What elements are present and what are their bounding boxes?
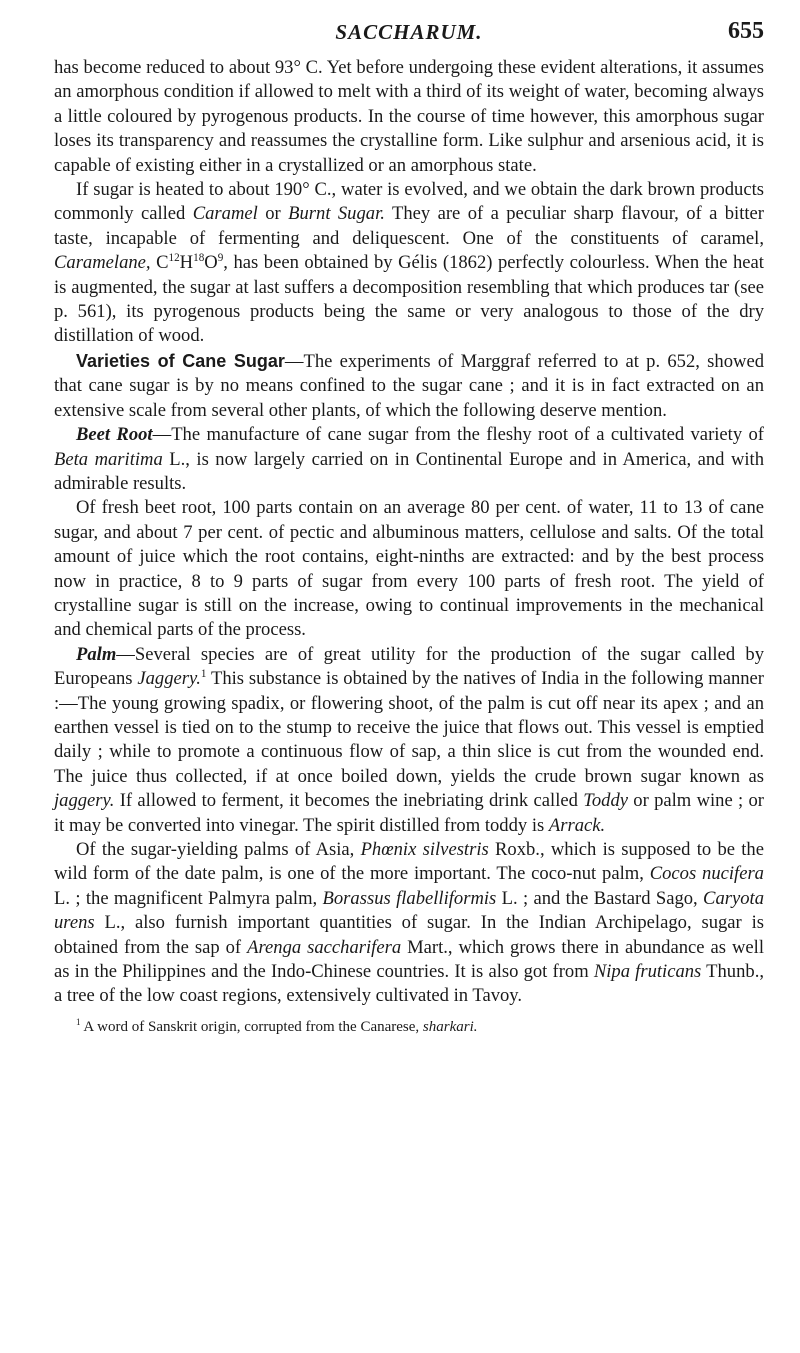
text-run: Of the sugar-yielding palms of Asia, bbox=[76, 839, 361, 860]
text-run: This substance is obtained by the natives of India in the following manner :—The young growing spadix, or flowering shoot, of the palm is cut off near its apex ; and an earthen vessel is tied on to the stump to receive the juice that flows out. This vessel is emptied daily ; while to promote a continuous flow of sap, a thin slice is cut from the wounded end. The juice thus collected, if at once boiled down, yields the crude brown sugar known as bbox=[54, 668, 764, 787]
italic-term: Caryota urens bbox=[54, 887, 764, 934]
text-run: If sugar is heated to about 190° C., water is evolved, and we obtain the dark brown products commonly called bbox=[54, 179, 764, 225]
sub-heading: Beet Root bbox=[76, 424, 153, 446]
text-run: or bbox=[257, 203, 289, 225]
text-run: They are of a peculiar sharp flavour, of a bitter taste, incapable of fermenting and deliquescent. One of the constituents of caramel, bbox=[54, 203, 764, 249]
italic-term: sharkari. bbox=[422, 1018, 478, 1035]
paragraph-caramel bbox=[54, 178, 764, 349]
paragraph-beet-composition: Of fresh beet root, 100 parts contain on an average 80 per cent. of water, 11 to 13 of cane sugar, and about 7 per cent. of pectic and albuminous matters, cellulose and salts. Of the total amount of juice which the root contains, eight-ninths are extracted: and by the best process now in practice, 8 to 9 parts of sugar from every 100 parts of fresh root. The yield of crystalline sugar is still on the increase, owing to continual improvements in the mechanical and chemical parts of the process. bbox=[54, 497, 764, 641]
italic-term: Borassus flabelliformis bbox=[322, 887, 497, 909]
text-run: —Several species are of great utility for the production of the sugar called by Europeans bbox=[54, 643, 764, 690]
italic-term: Beta maritima bbox=[54, 448, 163, 470]
footnote bbox=[54, 1017, 764, 1037]
superscript: 1 bbox=[76, 1016, 81, 1027]
italic-term: Caramelane, bbox=[54, 252, 151, 274]
italic-term: Nipa fruticans bbox=[593, 961, 702, 983]
sub-heading: Palm bbox=[76, 643, 117, 665]
text-run: A word of Sanskrit origin, corrupted from the Canarese, bbox=[80, 1018, 423, 1035]
page-number: 655 bbox=[728, 18, 764, 44]
text-run: Roxb., which is supposed to be the wild form of the date palm, is one of the more important. The coco-nut palm, bbox=[54, 839, 764, 885]
superscript: 9 bbox=[217, 252, 224, 265]
book-page bbox=[54, 16, 764, 1037]
body-text bbox=[54, 56, 764, 1009]
text-run: Mart., which grows there in abundance as well as in the Philippines and the Indo-Chinese countries. It is also got from bbox=[54, 936, 765, 983]
italic-term: Caramel bbox=[192, 203, 258, 225]
text-run: If allowed to ferment, it becomes the inebriating drink called bbox=[114, 790, 584, 812]
italic-term: jaggery. bbox=[54, 790, 115, 812]
text-run: H bbox=[179, 252, 194, 274]
paragraph-melting: has become reduced to about 93° C. Yet before undergoing these evident alterations, it assumes an amorphous condition if allowed to melt with a third of its weight of water, becoming always a little coloured by pyrogenous products. In the course of time however, this amorphous sugar loses its transparency and reassumes the crystalline form. Like sulphur and arsenious acid, it is capable of existing either in a crystallized or an amorphous state. bbox=[54, 57, 764, 176]
italic-term: Arenga saccharifera bbox=[247, 936, 402, 958]
paragraph-beet-root bbox=[54, 423, 764, 496]
italic-term: Toddy bbox=[583, 790, 628, 812]
text-run: or palm wine ; or it may be converted into vinegar. The spirit distilled from toddy is bbox=[54, 790, 764, 836]
italic-term: Burnt Sugar. bbox=[288, 203, 385, 225]
text-run: —The experiments of Marggraf referred to at p. 652, showed that cane sugar is by no means confined to the sugar cane ; and it is in fact extracted on an extensive scale from several other plants, of which the following deserve mention. bbox=[54, 350, 764, 421]
text-run: L., is now largely carried on in Continental Europe and in America, and with admirable results. bbox=[54, 448, 765, 494]
text-run: C bbox=[150, 252, 169, 274]
text-run: —The manufacture of cane sugar from the fleshy root of a cultivated variety of bbox=[152, 424, 764, 446]
italic-term: Arrack. bbox=[548, 814, 606, 836]
superscript: 1 bbox=[200, 667, 207, 680]
paragraph-varieties bbox=[54, 349, 764, 423]
italic-term: Phœnix silvestris bbox=[360, 839, 489, 860]
superscript: 18 bbox=[193, 252, 205, 265]
text-run: L., also furnish important quantities of sugar. In the Indian Archipelago, sugar is obtained from the sap of bbox=[54, 912, 764, 958]
paragraph-sugar-palms bbox=[54, 838, 764, 1009]
paragraph-palm bbox=[54, 643, 764, 838]
italic-term: Cocos nucifera bbox=[649, 863, 764, 885]
text-run: Thunb., a tree of the low coast regions, extensively cultivated in Tavoy. bbox=[54, 961, 764, 1007]
superscript: 12 bbox=[168, 252, 180, 265]
text-run: L. ; and the Bastard Sago, bbox=[496, 887, 704, 909]
running-title: SACCHARUM. bbox=[335, 20, 483, 44]
text-run: L. ; the magnificent Palmyra palm, bbox=[54, 887, 323, 909]
section-heading: Varieties of Cane Sugar bbox=[76, 350, 285, 371]
text-run: O bbox=[204, 252, 218, 274]
running-head bbox=[54, 16, 764, 46]
text-run: , has been obtained by Gélis (1862) perfectly colourless. When the heat is augmented, the sugar at last suffers a decomposition resembling that which produces tar (see p. 561), its pyrogenous products being the same or very analogous to those of the dry distillation of wood. bbox=[54, 252, 764, 347]
italic-term: Jaggery. bbox=[137, 668, 201, 690]
